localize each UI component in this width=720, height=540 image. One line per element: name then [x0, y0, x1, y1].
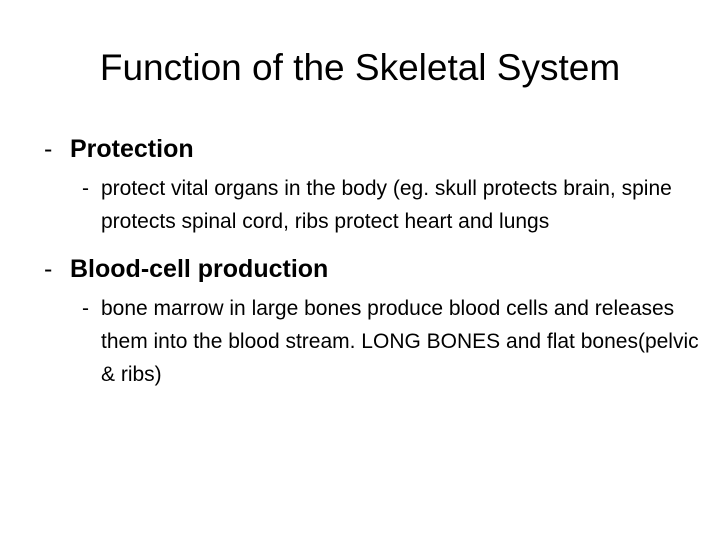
sub-bullet	[82, 172, 701, 238]
sub-bullet	[82, 292, 701, 391]
section-blood-cell-production	[44, 252, 699, 391]
sub-bullet-text: protect vital organs in the body (eg. skull protects brain, spine protects spinal cord, ribs protect heart and lungs	[101, 177, 672, 233]
heading-text: Blood-cell production	[70, 255, 329, 283]
bullet-heading	[44, 132, 684, 166]
bullet-heading	[44, 252, 684, 286]
sub-bullet-marker: -	[82, 177, 89, 200]
heading-text: Protection	[70, 135, 194, 163]
section-protection	[44, 132, 684, 238]
slide-title: Function of the Skeletal System	[99, 47, 621, 88]
slide-body	[44, 132, 699, 391]
sub-bullet-text: bone marrow in large bones produce blood cells and releases them into the blood stream. LONG BONES and flat bones(pelvic & ribs)	[101, 297, 699, 386]
bullet-marker: -	[44, 135, 53, 163]
sub-bullet-marker: -	[82, 297, 89, 320]
bullet-marker: -	[44, 255, 53, 283]
